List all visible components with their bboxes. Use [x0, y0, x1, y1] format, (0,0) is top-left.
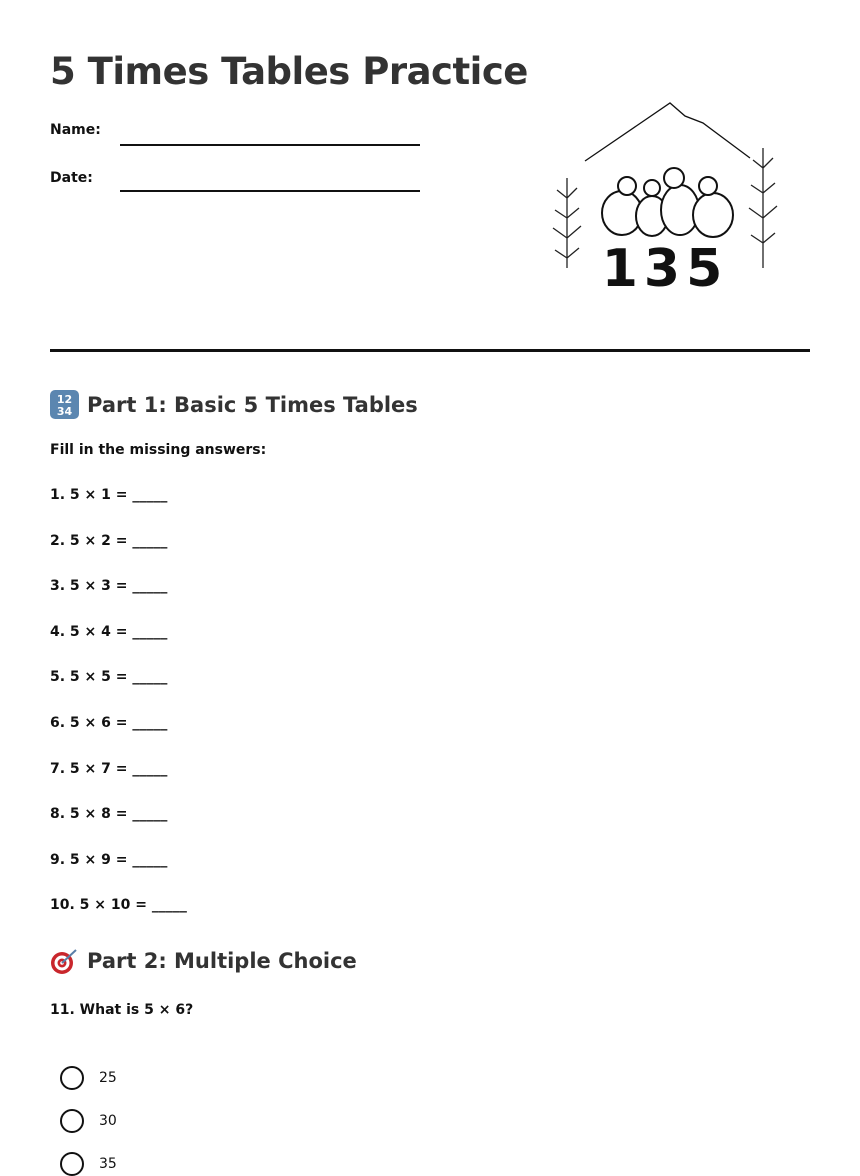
- question-11: 11. What is 5 × 6?: [50, 1002, 194, 1018]
- part2-heading: [50, 946, 357, 975]
- part1-heading-text: Part 1: Basic 5 Times Tables: [87, 392, 418, 417]
- question-3: 3. 5 × 3 = _____: [50, 578, 168, 595]
- question-6: 6. 5 × 6 = _____: [50, 715, 168, 731]
- name-field[interactable]: [120, 144, 420, 146]
- date-field[interactable]: [120, 190, 420, 192]
- option-a[interactable]: [60, 1066, 117, 1090]
- option-b[interactable]: [60, 1109, 117, 1133]
- question-4: 4. 5 × 4 = _____: [50, 623, 168, 640]
- option-label: 25: [99, 1070, 117, 1086]
- svg-text:12: 12: [56, 393, 73, 406]
- part2-heading-text: Part 2: Multiple Choice: [87, 948, 357, 973]
- question-5: 5. 5 × 5 = _____: [50, 669, 168, 686]
- radio-button[interactable]: [60, 1152, 84, 1176]
- option-label: 30: [99, 1113, 117, 1129]
- name-label: Name:: [50, 122, 101, 138]
- radio-button[interactable]: [60, 1066, 84, 1090]
- target-icon: [50, 946, 79, 975]
- logo-text: 135: [601, 239, 729, 293]
- part1-instruction: Fill in the missing answers:: [50, 442, 267, 458]
- question-8: 8. 5 × 8 = _____: [50, 806, 168, 823]
- kiwi-logo: [545, 98, 795, 293]
- page-title: 5 Times Tables Practice: [50, 50, 528, 93]
- question-1: 1. 5 × 1 = _____: [50, 487, 168, 503]
- radio-button[interactable]: [60, 1109, 84, 1133]
- svg-text:34: 34: [56, 405, 73, 418]
- part1-heading: [50, 390, 418, 419]
- numbers-icon: [50, 390, 79, 419]
- option-c[interactable]: [60, 1152, 117, 1176]
- question-2: 2. 5 × 2 = _____: [50, 532, 168, 549]
- divider: [50, 349, 810, 352]
- question-9: 9. 5 × 9 = _____: [50, 851, 168, 868]
- option-label: 35: [99, 1156, 117, 1172]
- question-7: 7. 5 × 7 = _____: [50, 760, 168, 777]
- date-label: Date:: [50, 170, 93, 186]
- question-10: 10. 5 × 10 = _____: [50, 897, 187, 914]
